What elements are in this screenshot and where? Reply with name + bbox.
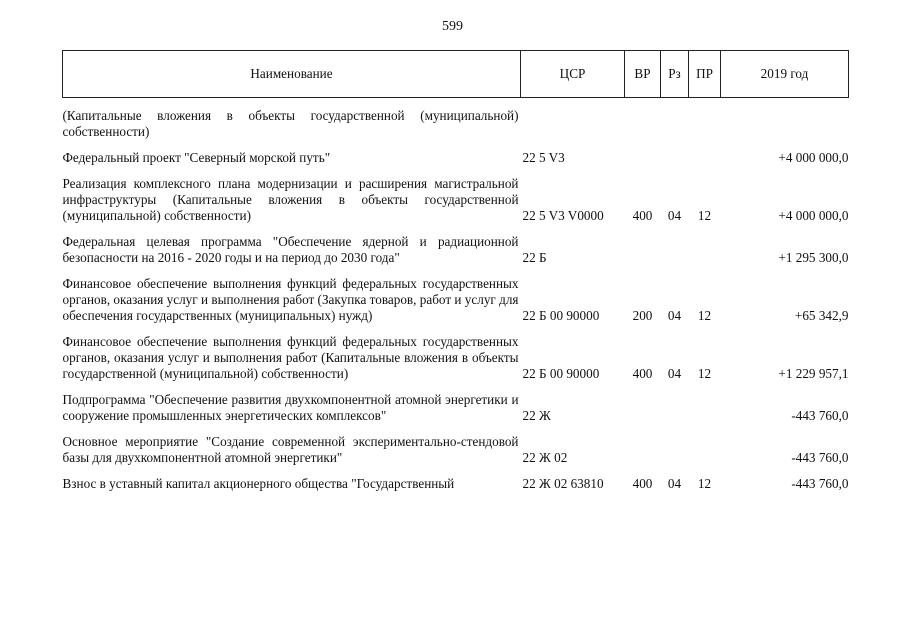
row-rz [661,98,689,141]
row-pr: 12 [697,366,712,381]
row-amount: -443 760,0 [791,476,849,491]
row-rz [661,424,689,466]
table-row [63,224,849,266]
row-vr: 200 [632,308,653,323]
header-vr: ВР [625,51,661,98]
row-rz: 04 [667,308,682,323]
row-amount: +1 229 957,1 [778,366,849,381]
header-rz: Рз [661,51,689,98]
row-vr [625,382,661,424]
row-rz [661,140,689,166]
row-amount: -443 760,0 [791,408,849,423]
table-row [63,98,849,141]
row-rz [661,224,689,266]
row-rz [661,382,689,424]
row-vr: 400 [632,366,653,381]
row-name: Финансовое обеспечение выполнения функций федеральных государственных органов, оказания услуг и выполнения работ (Капитальные вложения в объекты государственной (муниципальной) собственности) [62,334,519,381]
table-header-row [63,51,849,98]
row-vr: 400 [632,476,653,491]
table-row [63,166,849,224]
row-amount: -443 760,0 [791,450,849,465]
row-pr [689,424,721,466]
table-row [63,466,849,492]
row-vr [625,98,661,141]
row-name: Основное мероприятие "Создание современной экспериментально-стендовой базы для двухкомпонентной атомной энергетики" [62,434,519,465]
row-name: Взнос в уставный капитал акционерного общества "Государственный [62,476,455,491]
table-row [63,140,849,166]
row-csr: 22 5 V3 [522,150,565,165]
table-row [63,382,849,424]
row-csr: 22 Ж 02 [522,450,568,465]
row-pr [689,140,721,166]
row-amount [721,98,849,141]
header-name: Наименование [63,51,521,98]
budget-table [62,50,849,492]
row-pr [689,382,721,424]
row-vr: 400 [632,208,653,223]
header-csr: ЦСР [521,51,625,98]
row-name: Подпрограмма "Обеспечение развития двухкомпонентной атомной энергетики и сооружение промышленных энергетических комплексов" [62,392,519,423]
row-name: Финансовое обеспечение выполнения функций федеральных государственных органов, оказания услуг и выполнения работ (Закупка товаров, работ и услуг для обеспечения государственных (муниципальных) нужд) [62,276,519,323]
row-vr [625,424,661,466]
table-row [63,266,849,324]
row-name: Федеральный проект "Северный морской путь" [62,150,331,165]
table-row [63,424,849,466]
header-pr: ПР [689,51,721,98]
row-pr [689,224,721,266]
table-row [63,324,849,382]
row-csr: 22 Б 00 90000 [522,308,600,323]
row-amount: +4 000 000,0 [778,150,849,165]
row-vr [625,140,661,166]
row-pr: 12 [697,208,712,223]
row-csr: 22 Б [522,250,547,265]
row-amount: +4 000 000,0 [778,208,849,223]
row-name: Реализация комплексного плана модернизации и расширения магистральной инфраструктуры (Капитальные вложения в объекты государственной (муниципальной) собственности) [62,176,519,223]
row-amount: +1 295 300,0 [778,250,849,265]
row-amount: +65 342,9 [794,308,849,323]
row-pr [689,98,721,141]
row-rz: 04 [667,366,682,381]
header-amount: 2019 год [721,51,849,98]
row-rz: 04 [667,476,682,491]
page-number: 599 [442,19,463,34]
row-csr: 22 Ж 02 63810 [522,476,604,491]
row-rz: 04 [667,208,682,223]
row-pr: 12 [697,308,712,323]
row-csr: 22 5 V3 V0000 [522,208,604,223]
row-csr: 22 Б 00 90000 [522,366,600,381]
row-pr: 12 [697,476,712,491]
row-vr [625,224,661,266]
row-csr: 22 Ж [522,408,551,423]
row-name: Федеральная целевая программа "Обеспечение ядерной и радиационной безопасности на 2016 - 2020 годы и на период до 2030 года" [62,234,519,265]
row-name: (Капитальные вложения в объекты государственной (муниципальной) собственности) [62,108,519,139]
row-csr [521,98,625,141]
